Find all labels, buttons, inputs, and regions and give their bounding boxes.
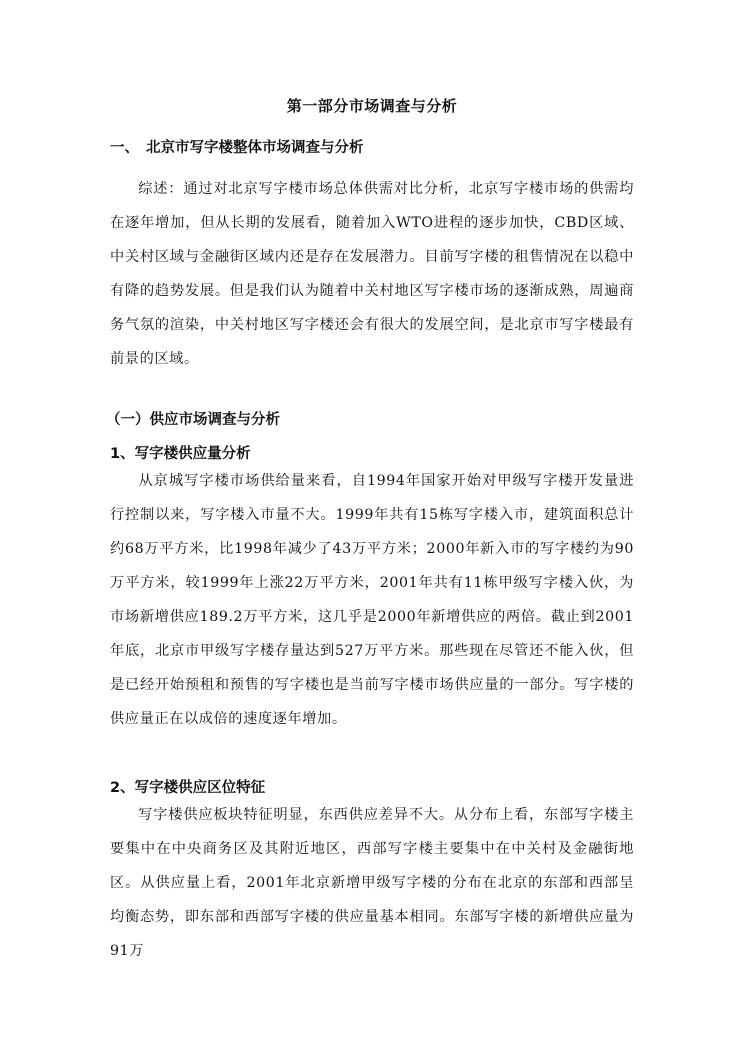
supply-volume-text: 从京城写字楼市场供给量来看，自1994年国家开始对甲级写字楼开发量进行控制以来，写字楼入市量不大。1999年共有15栋写字楼入市，建筑面积总计约68万平方米，比1998年减少了43万平方米；2000年新入市的写字楼约为90万平方米，较1999年上涨22万平方米，2001年共有11栋甲级写字楼入伙，为市场新增供应189.2万平方米，这几乎是2000年新增供应的两倍。截止到2001年底，北京市甲级写字楼存量达到527万平方米。那些现在尽管还不能入伙，但是已经开始预租和预售的写字楼也是当前写字楼市场供应量的一部分。写字楼的供应量正在以成倍的速度逐年增加。 <box>110 473 634 727</box>
summary-text: 综述：通过对北京写字楼市场总体供需对比分析，北京写字楼市场的供需均在逐年增加，但从长期的发展看，随着加入WTO进程的逐步加快，CBD区域、中关村区域与金融街区域内还是存在发展潜力。目前写字楼的租售情况在以稳中有降的趋势发展。但是我们认为随着中关村地区写字楼市场的逐渐成熟，周遍商务气氛的渲染，中关村地区写字楼还会有很大的发展空间，是北京市写字楼最有前景的区域。 <box>110 181 634 367</box>
section-heading-text: 北京市写字楼整体市场调查与分析 <box>146 140 364 156</box>
section-number: 一、 <box>110 140 139 156</box>
subsection-heading: （一）供应市场调查与分析 <box>106 412 280 428</box>
page-title: 第一部分市场调查与分析 <box>286 97 458 115</box>
supply-location-text: 写字楼供应板块特征明显，东西供应差异不大。从分布上看，东部写字楼主要集中在中央商务区及其附近地区，西部写字楼主要集中在中关村及金融街地区。从供应量上看，2001年北京新增甲级写字楼的分布在北京的东部和西部呈均衡态势，即东部和西部写字楼的供应量基本相同。东部写字楼的新增供应量为91万 <box>110 807 634 959</box>
supply-location-paragraph <box>110 798 634 968</box>
item-heading-supply-location: 2、写字楼供应区位特征 <box>110 780 266 796</box>
item-heading-supply-volume: 1、写字楼供应量分析 <box>110 446 251 462</box>
summary-paragraph <box>110 172 634 376</box>
supply-volume-paragraph <box>110 464 634 736</box>
section-heading <box>110 136 364 157</box>
